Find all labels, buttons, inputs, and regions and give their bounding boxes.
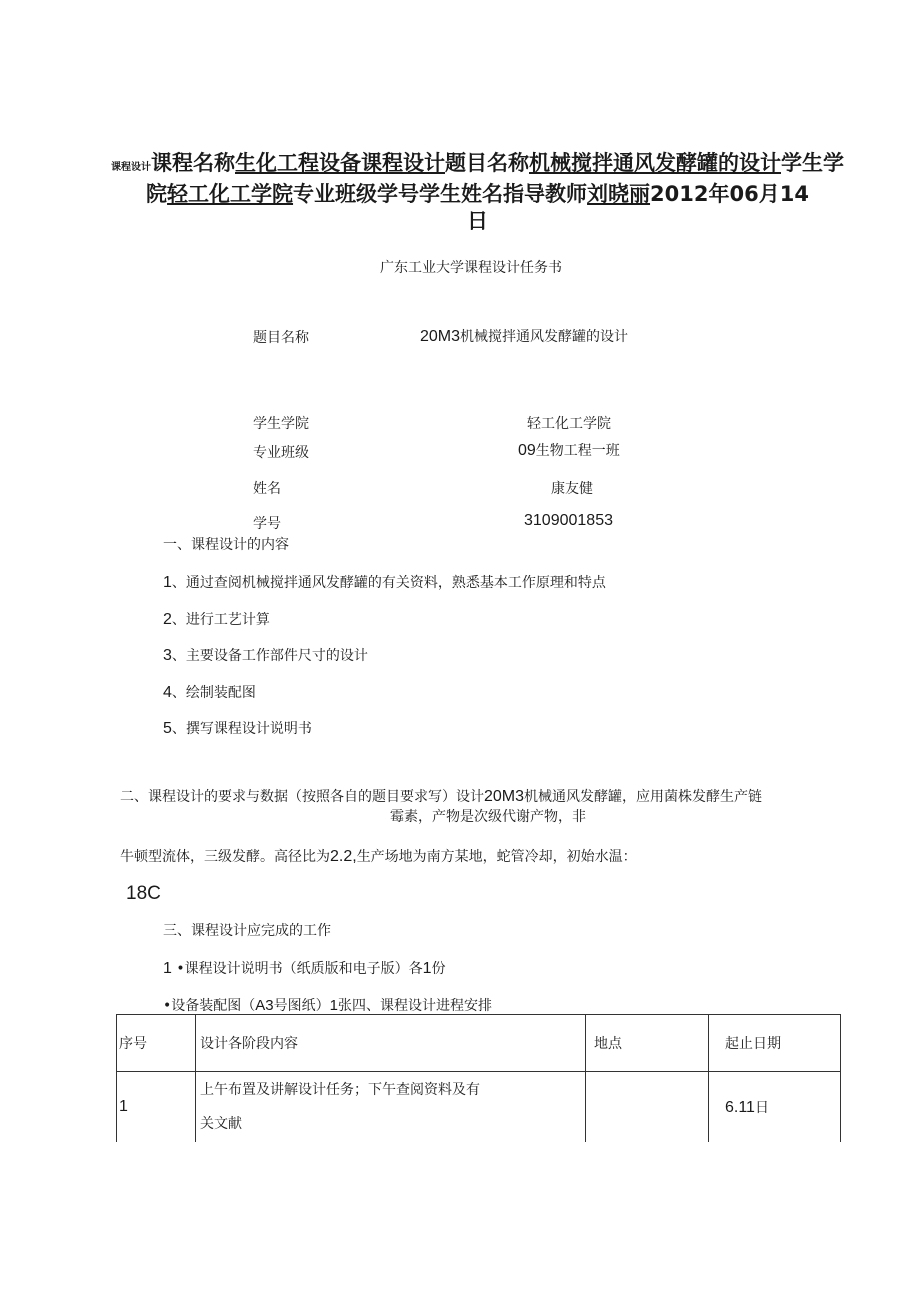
section2-line1: 二、课程设计的要求与数据（按照各自的题目要求写）设计20M3机械通风发酵罐，应用菌株发酵生产链 [120,788,763,805]
table-cell-date: 6.11日 [709,1072,841,1142]
table-header-cell: 序号 [117,1015,196,1072]
table-header-cell: 起止日期 [709,1015,841,1072]
section2-line3: 牛顿型流体，三级发酵。高径比为2.2,生产场地为南方某地，蛇管冷却，初始水温： [120,848,637,865]
schedule-table [116,1014,841,1142]
doc-title: 广东工业大学课程设计任务书 [380,260,562,276]
table-header-cell: 设计各阶段内容 [196,1015,586,1072]
section1-item: 2、进行工艺计算 [163,611,270,628]
document-header [110,150,845,235]
header-prefix: 课程设计 [111,162,151,173]
header-teacher: 刘晓丽 [587,182,651,206]
section2-line2: 霉素，产物是次级代谢产物，非 [390,809,586,825]
info-value-name: 康友健 [551,481,593,497]
section3-item-1: 1 •课程设计说明书（纸质版和电子版）各1份 [163,960,446,977]
info-value-college: 轻工化工学院 [527,416,611,432]
header-label-title: 题目名称 [445,151,529,175]
section3-item-2: •设备装配图（A3号图纸）1张四、课程设计进程安排 [163,997,492,1014]
table-cell-content: 上午布置及讲解设计任务；下午查阅资料及有 关文献 [196,1072,586,1142]
section1-item: 5、撰写课程设计说明书 [163,720,312,737]
info-label-topic: 题目名称 [253,330,309,346]
table-header-cell: 地点 [586,1015,709,1072]
header-date-a: 2012年06月14 [650,182,809,206]
header-label-course: 课程名称 [151,151,235,175]
header-title: 机械搅拌通风发酵罐的设计 [529,151,781,175]
header-date-b: 日 [467,209,488,233]
section1-heading: 一、课程设计的内容 [163,537,289,553]
section1-item: 3、主要设备工作部件尺寸的设计 [163,647,368,664]
table-cell-no: 1 [117,1072,196,1142]
table-header-row [117,1015,841,1072]
info-label-class: 专业班级 [253,445,309,461]
header-label-college: 学生学院 [146,151,844,206]
header-course-name: 生化工程设备课程设计 [235,151,445,175]
info-value-id: 3109001853 [524,512,613,529]
section2-line4: 18C [126,883,161,904]
section1-item: 1、通过查阅机械搅拌通风发酵罐的有关资料，熟悉基本工作原理和特点 [163,574,606,591]
header-college: 轻工化工学院 [167,182,294,206]
info-value-class: 09生物工程一班 [518,442,620,459]
table-cell-place [586,1072,709,1142]
info-value-topic: 20M3机械搅拌通风发酵罐的设计 [420,328,629,345]
header-rest: 专业班级学号学生姓名指导教师 [293,182,588,206]
table-row [117,1072,841,1142]
info-label-college: 学生学院 [253,416,309,432]
section1-item: 4、绘制装配图 [163,684,256,701]
info-label-id: 学号 [253,516,281,532]
info-label-name: 姓名 [253,481,281,497]
section3-heading: 三、课程设计应完成的工作 [163,923,331,939]
